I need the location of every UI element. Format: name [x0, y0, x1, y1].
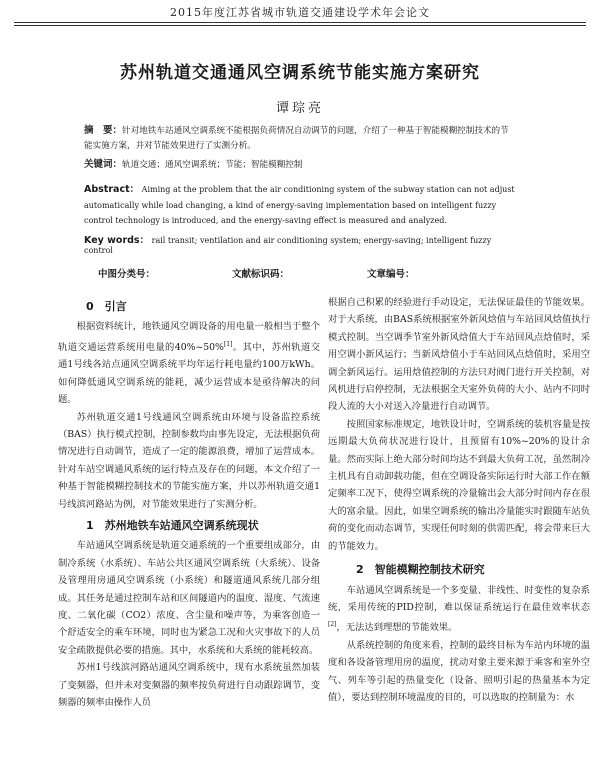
clc-label: 中图分类号： [98, 269, 156, 280]
right-paragraph-2: 按照国家标准规定，地铁设计时，空调系统的装机容量是按远期最大负荷状况进行设计，且预留有10%~20%的设计余量。然而实际上绝大部分时间均达不到最大负荷工况，虽然制冷主机具有自动卸载功能，但在空调设备实际运行时大部工作在额定频率工况下，使得空调系统的冷量输出会大部分时间内存在很大的富余量。因此，如果空调系统的输出冷量能实时跟随车站负荷的变化而动态调节，实现任何时刻的供需匹配，将会带来巨大的节能效力。 [328, 418, 590, 552]
section-2-paragraph-2: 从系统控制的角度来看，控制的最终目标为车站内环境的温度和各设备管理用房的温度，扰动对象主要来源于乘客和室外空气、列车等引起的热量变化（设备、照明引起的热量基本为定值），要达到控制环境温度的目的，可以选取的控制量为：水 [328, 639, 590, 704]
abstract-zh-text: 针对地铁车站通风空调系统不能根据负荷情况自动调节的问题，介绍了一种基于智能模糊控制技术的节能实施方案，并对节能效果进行了实测分析。 [84, 126, 509, 151]
keywords-zh [84, 156, 514, 170]
section-1-paragraph-1: 车站通风空调系统是轨道交通系统的一个重要组成部分，由制冷系统（水系统）、车站公共区通风空调系统（大系统）、设备及管理用房通风空调系统（小系统）和隧道通风系统几部分组成。其任务是通过控制车站和区间隧道内的温度、湿度、气流速度、二氧化碳（CO2）浓度、含尘量和噪声等，为乘客创造一个舒适安全的乘车环境，同时也为紧急工况和火灾事故下的人员安全疏散提供必要的措施。其中，水系统和大系统的能耗较高。 [58, 540, 320, 656]
intro-p1-text-b: 。其中，苏州轨道交通1号线各站点通风空调系统平均年运行耗电量约100万kWh。如何降低通风空调系统的能耗，减少运营成本是亟待解决的问题。 [58, 341, 320, 406]
journal-header: 2015年度江苏省城市轨道交通建设学术年会论文 [14, 4, 586, 23]
abstract-en [84, 182, 518, 229]
article-no-label: 文章编号： [367, 269, 415, 280]
abstract-en-label: Abstract： [84, 184, 140, 195]
ref-2: [2] [328, 621, 337, 629]
keywords-en-label: Key words： [84, 235, 150, 246]
sec2-p1-text-a: 车站通风空调系统是一个多变量、非线性、时变性的复杂系统，采用传统的PID控制，难以保证系统运行在最佳效率状态 [328, 584, 590, 613]
keywords-en-text: rail transit; ventilation and air conditioning system; energy-saving; intelligent fuzzy control [84, 236, 492, 255]
right-column [328, 294, 590, 706]
ref-1: [1] [223, 340, 233, 348]
keywords-zh-label: 关键词： [84, 159, 123, 170]
section-2-heading: 2 智能模糊控制技术研究 [356, 563, 485, 577]
right-paragraph-1: 根据自己积累的经验进行手动设定，无法保证最佳的节能效果。对于大系统，由BAS系统根据室外新风焓值与车站回风焓值执行模式控制。当空调季节室外新风焓值大于车站回风点焓值时，采用空调小新风运行；当新风焓值小于车站回风点焓值时，采用空调全新风运行。运用焓值控制的方法只对阀门进行开关控制，对风机进行启停控制，无法根据全天室外负荷的大小、站内不同时段人流的大小对送入冷量进行自动调节。 [328, 297, 590, 413]
abstract-zh-label: 摘 要： [84, 125, 123, 136]
intro-paragraph-1 [58, 318, 320, 408]
keywords-zh-text: 轨道交通；通风空调系统；节能；智能模糊控制 [122, 160, 303, 170]
author-name: 谭琮亮 [275, 101, 324, 116]
section-1-paragraph-2: 苏州1号线滨河路站通风空调系统中，现有水系统虽然加装了变频器，但并未对变频器的频率按负荷进行自动跟踪调节，变频器的频率由操作人员 [58, 662, 320, 709]
abstract-zh [84, 123, 514, 154]
paper-title: 苏州轨道交通通风空调系统节能实施方案研究 [120, 63, 480, 83]
doc-code-label: 文献标识码： [232, 269, 290, 280]
intro-paragraph-2: 苏州轨道交通1号线通风空调系统由环境与设备监控系统（BAS）执行模式控制，控制参数均由事先设定，无法根据负荷情况进行自动调节，造成了一定的能源浪费，增加了运营成本。针对车站空调通风系统的运行特点及存在的问题，本文介绍了一种基于智能模糊控制技术的节能实施方案，并以苏州轨道交通1号线滨河路站为例，对节能效果进行了实测分析。 [58, 411, 320, 510]
intro-p1-text-a: 根据资料统计，地铁通风空调设备的用电量一般相当于整个轨道交通运营系统用电量的40%~50% [58, 321, 320, 353]
section-0-heading: 0 引言 [86, 300, 127, 313]
sec2-p1-text-b: ，无法达到理想的节能效果。 [336, 622, 458, 634]
section-1-heading: 1 苏州地铁车站通风空调系统现状 [86, 518, 259, 532]
abstract-en-text: Aiming at the problem that the air conditioning system of the subway station can not adjust automatically while load changing, a kind of energy-saving implementation based on intelligent fuzzy control technology is introduced, and the energy-saving effect is measured and analyzed. [84, 185, 515, 225]
left-column [58, 294, 320, 711]
section-2-paragraph-1 [328, 582, 590, 637]
keywords-en [84, 232, 518, 255]
